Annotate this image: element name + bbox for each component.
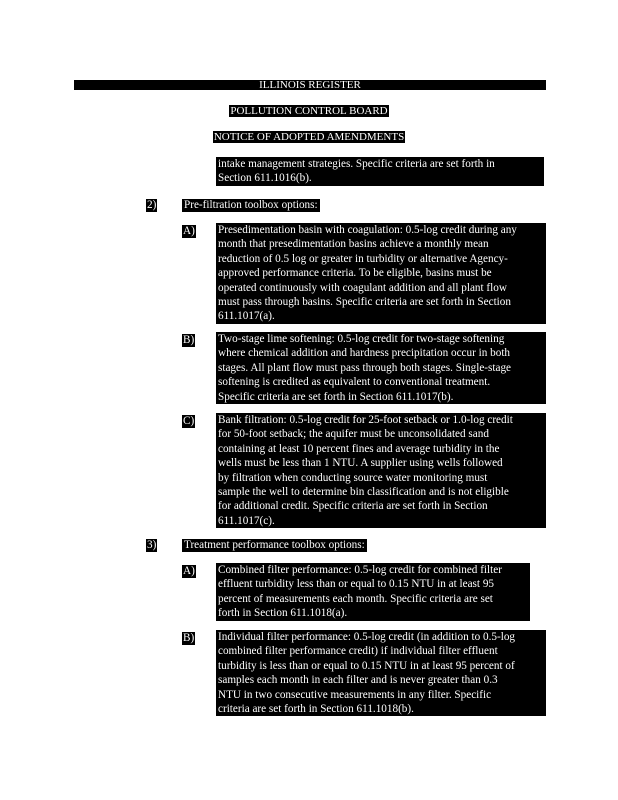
section-2-title: Pre-filtration toolbox options: (184, 199, 318, 211)
item-3a-label: A) (183, 565, 195, 577)
board-title: POLLUTION CONTROL BOARD (230, 105, 388, 117)
section-3-title: Treatment performance toolbox options: (184, 539, 365, 551)
item-2c-text: Bank filtration: 0.5-log credit for 25-foot setback or 1.0-log credit for 50-foot setback; the aquifer must be unconsolidated sand containing at least 10 percent fines and average turbidity in the wells must be less than 1 NTU. A supplier using wells followed by filtration when conducting source water monitoring must sample the well to determine bin classification and is not eligible for additional credit. Specific criteria are set forth in Section 611.1017(c). (216, 413, 546, 528)
register-header: ILLINOIS REGISTER (74, 80, 546, 90)
item-2a-label: A) (183, 225, 195, 237)
item-2b-text: Two-stage lime softening: 0.5-log credit for two-stage softening where chemical addition and hardness precipitation occur in both stages. All plant flow must pass through both stages. Single-stage softening is credited as equivalent to conventional treatment. Specific criteria are set forth in Section 611.1017(b). (216, 332, 546, 404)
continuation-paragraph: intake management strategies. Specific criteria are set forth in Section 611.1016(b). (216, 157, 544, 186)
item-2a-text: Presedimentation basin with coagulation: 0.5-log credit during any month that presedimentation basins achieve a monthly mean reduction of 0.5 log or greater in turbidity or alternative Agency- approved performance criteria. To be eligible, basins must be operated continuously with coagulant addition and all plant flow must pass through basins. Specific criteria are set forth in Section 611.1017(a). (216, 223, 546, 324)
item-2b-label: B) (183, 334, 195, 346)
section-3-number: 3) (147, 539, 157, 551)
item-3b-text: Individual filter performance: 0.5-log credit (in addition to 0.5-log combined filter performance credit) if individual filter effluent turbidity is less than or equal to 0.15 NTU in at least 95 percent of samples each month in each filter and is never greater than 0.3 NTU in two consecutive measurements in any filter. Specific criteria are set forth in Section 611.1018(b). (216, 630, 546, 716)
section-2-number: 2) (147, 199, 157, 211)
item-3a-text: Combined filter performance: 0.5-log credit for combined filter effluent turbidity less than or equal to 0.15 NTU in at least 95 percent of measurements each month. Specific criteria are set forth in Section 611.1018(a). (216, 563, 530, 621)
item-3b-label: B) (183, 632, 195, 644)
item-2c-label: C) (183, 415, 195, 427)
notice-title: NOTICE OF ADOPTED AMENDMENTS (213, 131, 405, 143)
